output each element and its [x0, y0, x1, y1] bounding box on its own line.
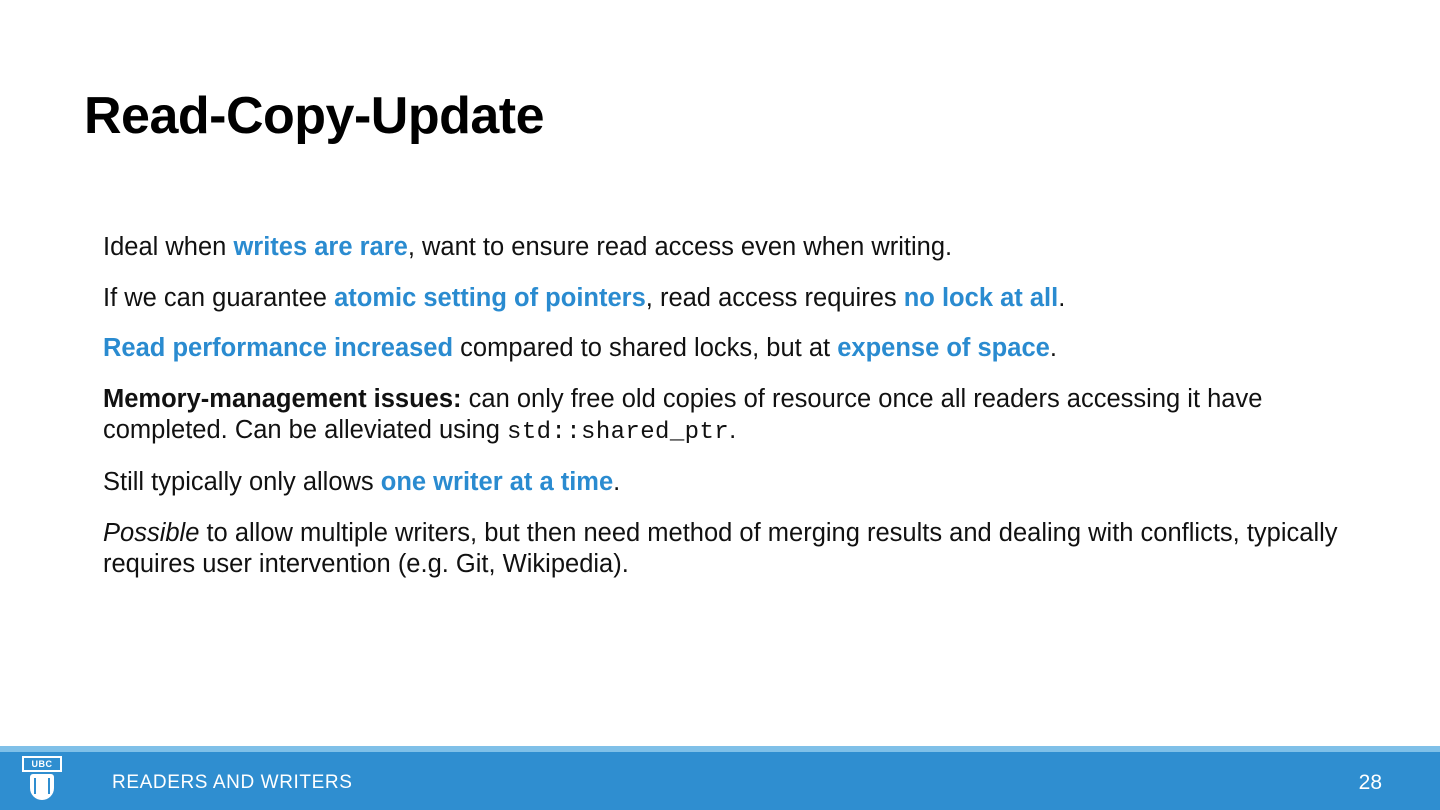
text-run-normal: , read access requires [645, 283, 904, 312]
ubc-logo-wordmark [22, 756, 62, 772]
text-run-normal: . [1049, 334, 1057, 363]
bullet-paragraph [103, 333, 1353, 365]
ubc-shield-icon [30, 774, 54, 800]
text-run-normal: compared to shared locks, but at [453, 334, 838, 363]
footer-section-label: READERS AND WRITERS [112, 772, 353, 793]
bullet-paragraph [103, 283, 1353, 315]
bullet-paragraph [103, 232, 1353, 264]
slide-body [103, 232, 1353, 581]
text-run-italic: Possible [103, 518, 200, 547]
footer-bar [0, 752, 1440, 810]
text-run-normal: . [613, 468, 621, 497]
text-run-normal: . [729, 416, 737, 445]
text-run-normal: Still typically only allows [103, 468, 381, 497]
text-run-accent: Read performance increased [103, 334, 454, 363]
text-run-normal: . [1058, 283, 1066, 312]
ubc-logo [22, 756, 62, 804]
text-run-accent: expense of space [837, 334, 1050, 363]
text-run-normal: If we can guarantee [103, 283, 335, 312]
text-run-accent: writes are rare [233, 233, 408, 261]
bullet-paragraph [103, 384, 1353, 448]
text-run-accent: atomic setting of pointers [334, 283, 646, 312]
text-run-bold: Memory-management issues: [103, 384, 462, 413]
text-run-normal: to allow multiple writers, but then need method of merging results and dealing with conflicts, typically requires user intervention (e.g. Git, Wikipedia). [103, 518, 1338, 579]
text-run-accent: no lock at all [903, 283, 1059, 312]
text-run-normal: can only free old copies of resource once all readers accessing it have completed. Can be alleviated using [103, 384, 1263, 445]
text-run-accent: one writer at a time [380, 468, 614, 497]
ubc-logo-text: UBC [31, 758, 53, 769]
text-run-mono: std::shared_ptr [507, 419, 730, 447]
bullet-paragraph [103, 518, 1353, 581]
text-run-normal: , want to ensure read access even when writing. [407, 233, 953, 261]
text-run-normal: Ideal when [103, 233, 234, 261]
bullet-paragraph [103, 467, 1353, 499]
footer-page-number: 28 [1358, 771, 1382, 794]
page-title: Read-Copy-Update [84, 87, 545, 145]
